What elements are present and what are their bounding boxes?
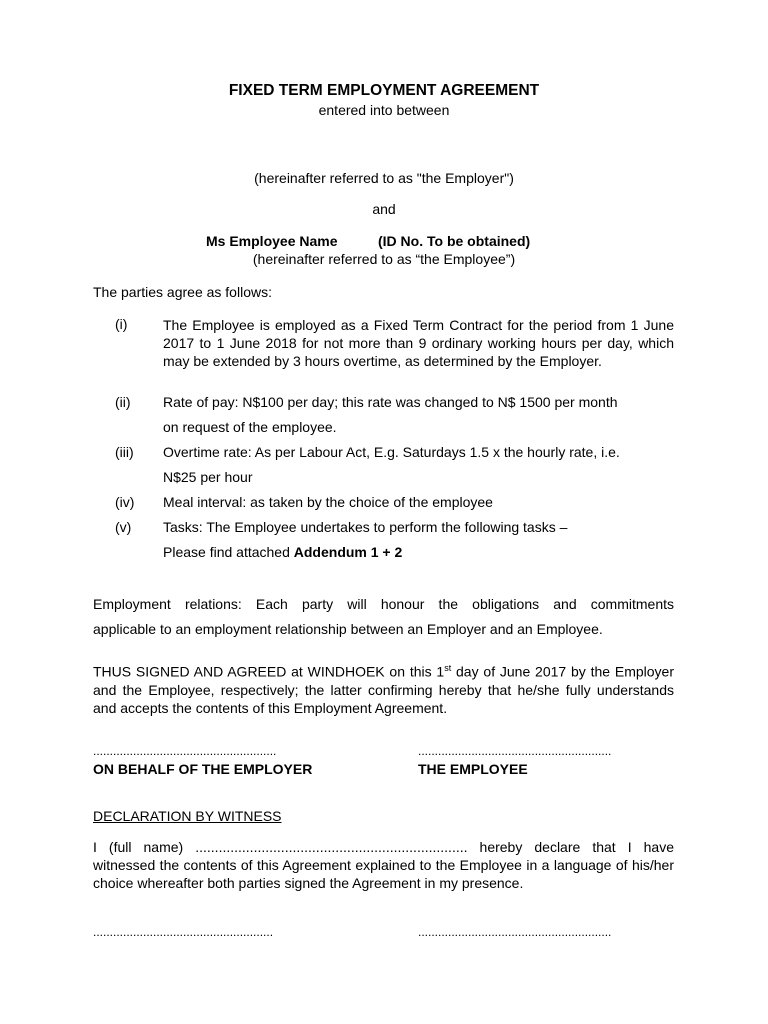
- item-text: Rate of pay: N$100 per day; this rate was changed to N$ 1500 per month: [163, 394, 618, 410]
- employee-signature-label: THE EMPLOYEE: [418, 761, 528, 777]
- signed-text-part1: THUS SIGNED AND AGREED at WINDHOEK on this 1: [93, 663, 445, 680]
- second-witness-signature-line: ..........................................................: [418, 925, 612, 939]
- witness-declaration: I (full name) ...................................................................... hereby declare that I have witnessed the contents of this Agreement explained to the Employee in a language of his/her choice whereafter both parties signed the Agreement in my presence.: [93, 839, 674, 891]
- employer-signature-line: .......................................................: [93, 744, 277, 758]
- witness-heading: DECLARATION BY WITNESS: [93, 808, 282, 824]
- witness-signature-line: ......................................................: [93, 925, 274, 939]
- addendum-reference: Addendum 1 + 2: [293, 544, 403, 560]
- item-number: (iv): [115, 494, 135, 510]
- employee-name: Ms Employee Name: [206, 233, 338, 249]
- employer-reference: (hereinafter referred to as "the Employer"): [254, 170, 514, 186]
- employee-id: (ID No. To be obtained): [378, 233, 531, 249]
- employer-signature-label: ON BEHALF OF THE EMPLOYER: [93, 761, 313, 777]
- item-number: (iii): [115, 444, 134, 460]
- employee-signature-line: ..........................................................: [418, 744, 612, 758]
- attachment-prefix: Please find attached: [163, 544, 294, 560]
- agreement-intro: The parties agree as follows:: [93, 284, 272, 300]
- and-connector: and: [372, 201, 396, 217]
- item-text: Tasks: The Employee undertakes to perform the following tasks –: [163, 519, 568, 535]
- employment-relations-line2: applicable to an employment relationship between an Employer and an Employee.: [93, 621, 603, 637]
- item-text: Meal interval: as taken by the choice of the employee: [163, 494, 493, 510]
- item-number: (ii): [115, 394, 131, 410]
- signed-text-part2: day of June 2017 by the Employer and the Employee, respectively; the latter confirming hereby that he/she fully understands and accepts the contents of this Employment Agreement.: [93, 663, 674, 716]
- item-text: Overtime rate: As per Labour Act, E.g. Saturdays 1.5 x the hourly rate, i.e.: [163, 444, 620, 460]
- item-text: The Employee is employed as a Fixed Term Contract for the period from 1 June 2017 to 1 June 2018 for not more than 9 ordinary working hours per day, which may be extended by 3 hours overtime, as determined by the Employer.: [163, 317, 674, 369]
- employment-relations-line1: Employment relations: Each party will honour the obligations and commitments: [93, 596, 674, 612]
- item-text-continued: [163, 544, 402, 560]
- item-text-continued: N$25 per hour: [163, 469, 253, 485]
- document-subtitle: entered into between: [318, 102, 450, 118]
- document-title: FIXED TERM EMPLOYMENT AGREEMENT: [228, 82, 540, 99]
- employee-reference: (hereinafter referred to as “the Employee”): [252, 251, 516, 267]
- item-number: (i): [115, 316, 128, 332]
- signed-paragraph: [93, 659, 674, 717]
- item-number: (v): [115, 519, 132, 535]
- item-text-continued: on request of the employee.: [163, 419, 337, 435]
- ordinal-suffix: st: [444, 663, 452, 673]
